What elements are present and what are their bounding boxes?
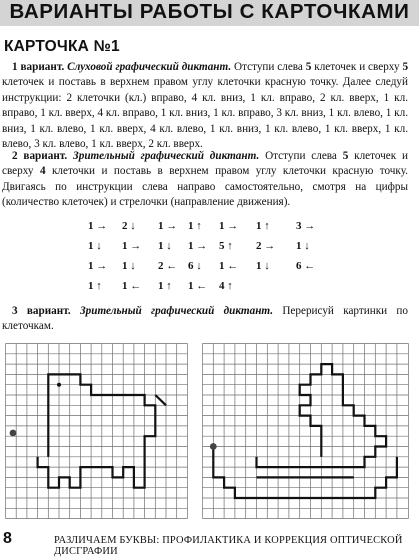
arrow-instructions bbox=[88, 217, 328, 297]
variant-3-label: 3 вариант. bbox=[12, 305, 71, 317]
header-banner bbox=[0, 0, 419, 26]
variant-2-name: Зрительный графический диктант. bbox=[73, 150, 260, 162]
arrow-step: 1 ↓ bbox=[296, 240, 310, 252]
variant-2-number: 4 bbox=[39, 165, 46, 178]
arrow-step: 1 ↓ bbox=[256, 260, 270, 272]
variant-1-number: 5 bbox=[305, 61, 312, 73]
variant-2-label: 2 вариант. bbox=[12, 150, 68, 162]
arrow-step: 1 ↑ bbox=[158, 280, 172, 292]
start-dot bbox=[210, 443, 217, 450]
arrow-step: 3 → bbox=[296, 220, 316, 232]
arrow-step: 6 ↓ bbox=[188, 260, 202, 272]
arrow-step: 1 → bbox=[88, 260, 108, 272]
elephant-eye bbox=[57, 383, 61, 387]
arrow-step: 1 → bbox=[122, 240, 142, 252]
boat-outline bbox=[213, 364, 397, 498]
variant-2-text: Отступи слева bbox=[259, 150, 343, 162]
arrow-step: 1 ↑ bbox=[256, 220, 270, 232]
grid-lines bbox=[203, 344, 409, 519]
arrow-step: 1 ↓ bbox=[88, 240, 102, 252]
variant-1-number: 5 bbox=[402, 61, 409, 73]
arrow-step: 1 ← bbox=[188, 280, 208, 292]
arrow-step: 6 ← bbox=[296, 260, 316, 272]
arrow-step: 1 → bbox=[219, 220, 239, 232]
variant-1-text: Отступи слева bbox=[231, 61, 306, 73]
arrow-row bbox=[88, 257, 328, 277]
arrow-step: 1 → bbox=[188, 240, 208, 252]
variant-3-name: Зрительный графический диктант. bbox=[79, 305, 274, 317]
elephant-grid-picture bbox=[5, 343, 188, 519]
arrow-step: 2 ← bbox=[158, 260, 178, 272]
variant-2-text: клеточки и поставь в верхнем правом углу клеточки красную точку. Двигаясь по инструкции слева направо самостоятельно, смотря на цифры (количество клеточек) и стрелочки (направление движения). bbox=[2, 165, 408, 209]
variant-1-name: Слуховой графический диктант. bbox=[67, 61, 232, 73]
variant-1-label: 1 вариант. bbox=[12, 61, 65, 73]
arrow-step: 1 → bbox=[88, 220, 108, 232]
arrow-step: 1 ← bbox=[219, 260, 239, 272]
card-title: КАРТОЧКА №1 bbox=[4, 38, 120, 55]
variant-3-text: Перерисуй картинки по клеточкам. bbox=[2, 305, 409, 333]
page-number: 8 bbox=[3, 530, 12, 547]
variant-1-text: клеточек и сверху bbox=[311, 61, 403, 73]
start-dot bbox=[10, 430, 17, 437]
arrow-step: 1 ↑ bbox=[88, 280, 102, 292]
arrow-row bbox=[88, 277, 328, 297]
arrow-step: 1 ↓ bbox=[158, 240, 172, 252]
arrow-step: 1 ↑ bbox=[188, 220, 202, 232]
variant-1-paragraph bbox=[2, 60, 408, 152]
variant-2-number: 5 bbox=[342, 150, 349, 162]
arrow-step: 1 → bbox=[158, 220, 178, 232]
footer-running-title: РАЗЛИЧАЕМ БУКВЫ: ПРОФИЛАКТИКА И КОРРЕКЦИЯ ОПТИЧЕСКОЙ ДИСГРАФИИ bbox=[54, 535, 403, 557]
boat-grid-picture bbox=[202, 343, 409, 519]
arrow-step: 1 ← bbox=[122, 280, 142, 292]
arrow-step: 2 → bbox=[256, 240, 276, 252]
arrow-step: 1 ↓ bbox=[122, 260, 136, 272]
variant-2-text: клеточек и сверху bbox=[2, 150, 409, 178]
arrow-step: 5 ↑ bbox=[219, 240, 233, 252]
variant-2-paragraph bbox=[2, 149, 408, 211]
variant-3-paragraph bbox=[2, 304, 408, 335]
arrow-row bbox=[88, 217, 328, 237]
arrow-step: 4 ↑ bbox=[219, 280, 233, 292]
arrow-row bbox=[88, 237, 328, 257]
arrow-step: 2 ↓ bbox=[122, 220, 136, 232]
page-title: ВАРИАНТЫ РАБОТЫ С КАРТОЧКАМИ bbox=[9, 0, 410, 23]
elephant-tail bbox=[155, 395, 166, 405]
variant-1-text: клеточек и поставь в верхнем правом углу клеточки красную точку. Далее следуй инструкции: 2 клеточки (кл.) вправо, 4 кл. вниз, 1 кл. вправо, 2 кл. вверх, 1 кл. вправо, 1 кл. вверх, 4 кл. вправо, 1 кл. вниз, 1 кл. вправо, 3 кл. вниз, 1 кл. влево, 1 кл. вниз, 1 кл. влево, 1 кл. вверх, 4 кл. влево, 1 кл. вниз, 1 кл. влево, 1 кл. вверх, 1 кл. влево, 3 кл. влево, 1 кл. вверх, 2 кл. вверх. bbox=[2, 76, 408, 151]
grid-lines bbox=[6, 344, 188, 519]
